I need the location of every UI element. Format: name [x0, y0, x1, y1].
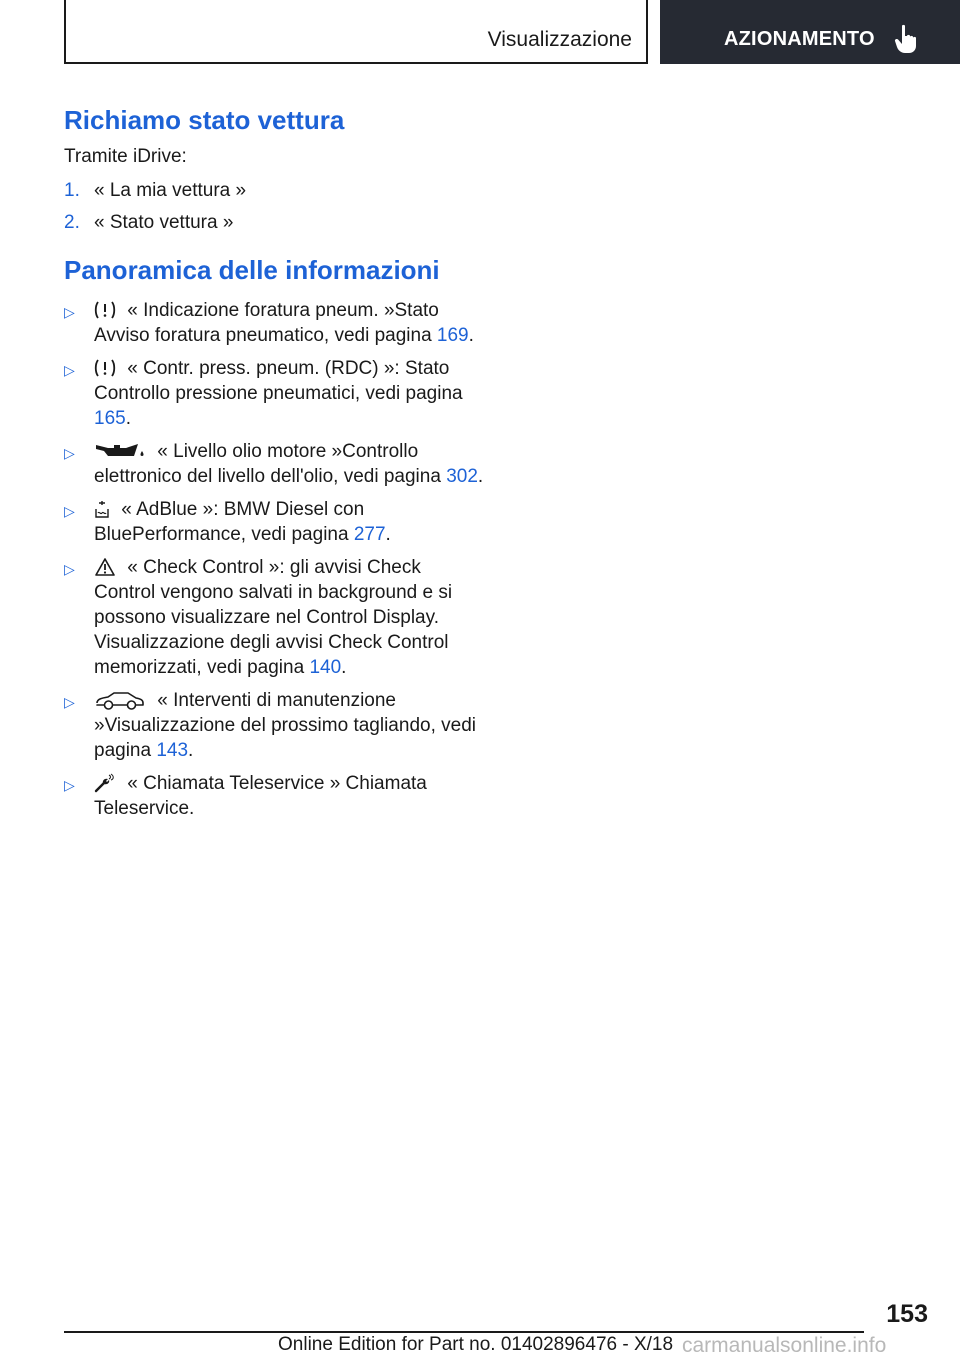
teleservice-wrench-icon [94, 773, 116, 793]
page-link[interactable]: 140 [309, 657, 342, 678]
list-item [64, 356, 484, 431]
item-text: « Livello olio motore »Controllo elettronico del livello dell'olio, vedi pagina [94, 441, 447, 487]
bullet-triangle-icon: ▷ [64, 777, 75, 793]
footer-edition-text: Online Edition for Part no. 01402896476 - X/18 [278, 1334, 674, 1355]
item-end: . [385, 524, 391, 545]
bullet-triangle-icon: ▷ [64, 445, 75, 461]
page-link[interactable]: 165 [94, 408, 126, 429]
item-text: « Interventi di manutenzione »Visualizzazione del prossimo tagliando, vedi pagina [94, 690, 476, 761]
bullet-triangle-icon: ▷ [64, 561, 75, 577]
page-link[interactable]: 143 [156, 740, 189, 761]
warning-triangle-icon [94, 557, 116, 577]
page-link[interactable]: 169 [436, 325, 469, 346]
watermark-text: carmanualsonline.info [682, 1334, 887, 1357]
section-title-info-overview: Panoramica delle informazioni [64, 255, 440, 285]
section-title-vehicle-status: Richiamo stato vettura [64, 105, 345, 135]
adblue-icon [94, 499, 110, 519]
item-end: . [188, 740, 194, 761]
item-text: « Check Control »: gli avvisi Check Control vengono salvati in background e si possono visualizzare nel Control Display. Visualizzazione degli avvisi Check Control memorizzati, vedi pagina [94, 557, 453, 678]
info-list [64, 298, 484, 821]
page-number: 153 [886, 1300, 928, 1328]
header-section-title: Visualizzazione [487, 28, 632, 51]
item-end: . [468, 325, 474, 346]
list-item [64, 771, 484, 821]
oil-can-icon [94, 439, 146, 461]
item-end: . [477, 466, 484, 487]
intro-text: Tramite iDrive: [64, 146, 187, 167]
list-item [64, 439, 484, 489]
item-text: « Indicazione foratura pneum. »Stato Avviso foratura pneumatico, vedi pagina [94, 300, 439, 346]
tire-warning-icon [94, 300, 116, 320]
item-end: . [125, 408, 131, 429]
header-section-box [64, 0, 648, 64]
list-item [64, 688, 484, 763]
item-end: . [341, 657, 347, 678]
step-text: « Stato vettura » [94, 212, 234, 233]
step-item [64, 178, 484, 204]
tire-pressure-icon [94, 358, 116, 378]
steps-list [64, 178, 484, 236]
list-item [64, 298, 484, 348]
step-item [64, 210, 484, 236]
item-text: « Contr. press. pneum. (RDC) »: Stato Controllo pressione pneumatici, vedi pagina [94, 358, 463, 404]
bullet-triangle-icon: ▷ [64, 694, 75, 710]
pointing-hand-icon [894, 24, 918, 54]
bullet-triangle-icon: ▷ [64, 362, 75, 378]
bullet-triangle-icon: ▷ [64, 503, 75, 519]
item-text: « Chiamata Teleservice » Chiamata Teleservice. [94, 773, 427, 819]
bullet-triangle-icon: ▷ [64, 304, 75, 320]
page-link[interactable]: 302 [446, 466, 478, 487]
service-car-icon [94, 690, 146, 710]
footer-divider [64, 1331, 864, 1333]
page-content [64, 100, 484, 829]
step-text: « La mia vettura » [94, 180, 247, 201]
step-number: 2. [64, 212, 80, 233]
item-text: « AdBlue »: BMW Diesel con BluePerformance, vedi pagina [94, 499, 365, 545]
list-item [64, 555, 484, 680]
list-item [64, 497, 484, 547]
page-link[interactable]: 277 [353, 524, 386, 545]
header-chapter-label: AZIONAMENTO [724, 28, 875, 50]
header-chapter-tab [660, 0, 960, 64]
step-number: 1. [64, 180, 80, 201]
